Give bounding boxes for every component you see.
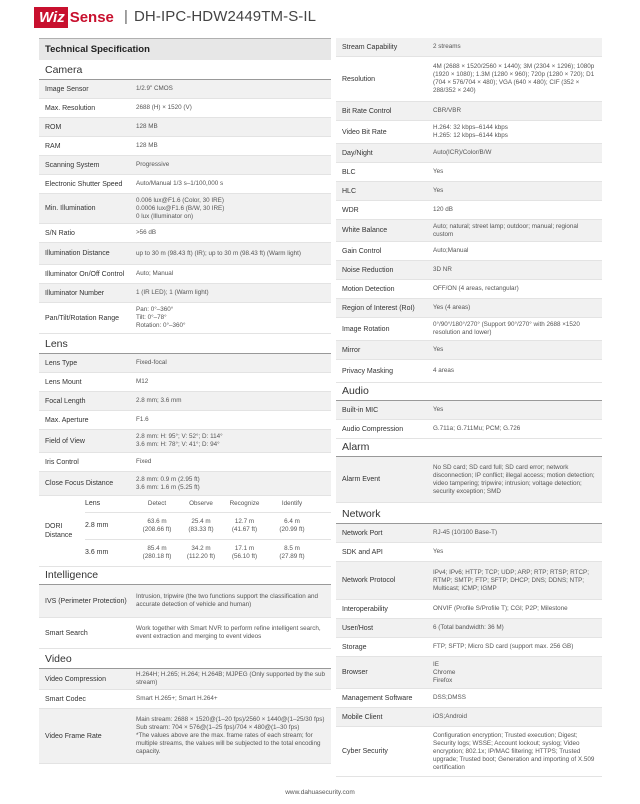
spec-value: 128 MB [136,123,158,130]
spec-row [336,163,602,182]
header [0,0,640,34]
spec-title: Technical Specification [39,38,331,60]
dori-header-detect: Detect [147,500,167,507]
dori-header-lens: Lens [85,500,101,507]
spec-label: Stream Capability [342,43,398,51]
title-separator: | [124,8,128,25]
spec-value: 0°/90°/180°/270° (Support 90°/270° with 2688 ×1520 resolution and lower) [433,321,580,336]
spec-label: Video Bit Rate [342,128,387,136]
spec-label: Bit Rate Control [342,107,392,115]
spec-label: Mobile Client [342,713,383,721]
spec-row [39,709,331,764]
dori-recognize: 17.1 m (56.10 ft) [231,545,258,560]
spec-row [39,175,331,194]
spec-label: Browser [342,669,368,676]
spec-row [39,585,331,618]
dori-header-identify: Identify [281,500,303,507]
spec-value: F1.6 [136,416,149,423]
spec-label: Network Port [342,529,383,537]
spec-row [336,38,602,57]
spec-label: Smart Codec [45,695,86,703]
spec-label: Image Rotation [342,325,390,333]
spec-label: Field of View [45,437,85,445]
spec-row [336,401,602,420]
spec-row [39,373,331,392]
spec-row [336,457,602,503]
spec-row [336,220,602,242]
spec-row [39,80,331,99]
spec-row [336,341,602,360]
dori-row [85,540,331,566]
spec-value: IE Chrome Firefox [433,660,456,684]
spec-value: Yes (4 areas) [433,304,471,311]
spec-label: Alarm Event [342,476,381,483]
spec-row [39,453,331,472]
spec-label: Video Compression [45,675,106,683]
spec-value: Yes [433,406,444,413]
spec-label: Mirror [342,346,361,354]
spec-label: Close Focus Distance [45,480,114,487]
spec-label: ROM [45,123,62,131]
spec-label: Lens Type [45,359,78,367]
spec-row [39,411,331,430]
alarm-table [336,457,602,503]
spec-value: OFF/ON (4 areas, rectangular) [433,285,519,292]
spec-value: Progressive [136,161,170,168]
spec-label: Audio Compression [342,425,404,433]
spec-row [336,261,602,280]
dori-observe: 34.2 m (112.20 ft) [186,545,216,560]
dori-header-recognize: Recognize [229,500,260,507]
spec-value: Configuration encryption; Trusted execution; Digest; Security logs; WSSE; Account lockout; syslog; Video encryption; 802.1x; IP/MAC filtering; HTTPS; Trusted upgrade; Trusted boot; Generation and importing of X.509 certification [433,731,595,771]
spec-label: SDK and API [342,548,383,556]
section-network: Network [336,503,602,524]
spec-value: Work together with Smart NVR to perform refine intelligent search, event extraction and merging to event videos [136,625,321,640]
spec-value: CBR/VBR [433,107,461,114]
spec-row [336,657,602,689]
spec-value: Auto/Manual 1/3 s–1/100,000 s [136,180,224,187]
spec-label: Motion Detection [342,285,395,293]
section-video: Video [39,649,331,669]
spec-value: Smart H.265+; Smart H.264+ [136,695,218,702]
network-table [336,524,602,777]
spec-row [39,690,331,709]
section-camera: Camera [39,60,331,80]
spec-row [39,303,331,334]
spec-row [336,689,602,708]
spec-value: 3D NR [433,266,452,273]
spec-label: Max. Aperture [45,416,89,424]
section-audio: Audio [336,383,602,401]
spec-label: WDR [342,206,359,214]
dori-table [39,496,331,567]
right-column [336,38,602,777]
spec-row [39,392,331,411]
spec-row [336,619,602,638]
spec-label: Region of Interest (RoI) [342,304,415,312]
spec-label: Video Frame Rate [45,732,102,740]
spec-row [39,224,331,243]
spec-row [336,600,602,619]
footer-url: www.dahuasecurity.com [285,789,355,796]
spec-row [336,299,602,318]
spec-value: H.264: 32 kbps–6144 kbps H.265: 12 kbps–6144 kbps [433,124,508,139]
camera-table [39,80,331,334]
dori-row [85,513,331,540]
brand-logo [34,7,114,28]
section-alarm: Alarm [336,439,602,457]
spec-value: ONVIF (Profile S/Profile T); CGI; P2P; Milestone [433,605,568,612]
spec-value: 4 areas [433,367,455,374]
spec-value: iOS;Android [433,713,467,720]
spec-row [39,669,331,690]
spec-row [39,194,331,224]
dori-recognize: 12.7 m (41.67 ft) [231,518,258,533]
spec-label: Lens Mount [45,378,82,386]
dori-lens: 3.6 mm [85,549,109,556]
spec-value: Intrusion, tripwire (the two functions support the classification and accurate detection of vehicle and human) [136,593,319,608]
spec-value: Fixed [136,458,152,465]
spec-label: Smart Search [45,629,88,637]
spec-row [336,182,602,201]
video-table [39,669,331,764]
spec-label: Management Software [342,694,413,702]
spec-label: BLC [342,168,356,176]
spec-row [336,201,602,220]
section-lens: Lens [39,334,331,354]
spec-row [336,318,602,341]
spec-value: IPv4; IPv6; HTTP; TCP; UDP; ARP; RTP; RTSP; RTCP; RTMP; SMTP; FTP; SFTP; DHCP; DNS; DDNS; NTP; Multicast; ICMP; IGMP [433,568,589,592]
spec-label: Resolution [342,75,376,83]
spec-label: Pan/Tilt/Rotation Range [45,314,120,322]
spec-label: Cyber Security [342,748,388,755]
spec-value: Yes [433,346,444,353]
spec-label: S/N Ratio [45,229,75,237]
spec-value: Yes [433,187,444,194]
spec-value: H.264H; H.265; H.264; H.264B; MJPEG (Only supported by the sub stream) [136,671,326,686]
spec-value: Pan: 0°–360° Tilt: 0°–78° Rotation: 0°–360° [136,306,186,329]
spec-row [39,265,331,284]
spec-value: Auto;Manual [433,247,469,254]
spec-label: Network Protocol [342,577,396,584]
model-text: DH-IPC-HDW2449TM-S-IL [134,8,317,25]
spec-label: Gain Control [342,247,382,255]
spec-value: No SD card; SD card full; SD card error; network disconnection; IP conflict; illegal access; motion detection; video tampering; tripwire; intrusion; voltage detection; security exception; SMD [433,463,595,495]
spec-row [39,137,331,156]
dori-header-observe: Observe [189,500,213,507]
spec-label: Focal Length [45,397,86,405]
logo-sense: Sense [69,9,114,26]
spec-row [336,708,602,727]
spec-label: Illuminator On/Off Control [45,270,125,278]
spec-value: 2.8 mm: 0.9 m (2.95 ft) 3.6 mm: 1.6 m (5.25 ft) [136,475,200,491]
spec-row [39,99,331,118]
spec-row [336,543,602,562]
spec-value: 120 dB [433,206,453,213]
spec-label: Interoperability [342,605,388,613]
lens-table [39,354,331,496]
spec-row [336,121,602,144]
spec-label: Noise Reduction [342,266,394,274]
spec-value: 2.8 mm: H: 95°; V: 52°; D: 114° 3.6 mm: H: 78°; V: 41°; D: 94° [136,433,223,448]
spec-value: 128 MB [136,142,158,149]
spec-row [336,144,602,163]
spec-value: Auto; Manual [136,270,174,277]
spec-label: Privacy Masking [342,367,393,375]
spec-row [39,354,331,373]
spec-value: 1 (IR LED); 1 (Warm light) [136,289,209,296]
dori-identify: 8.5 m (27.89 ft) [279,545,305,560]
dori-detect: 85.4 m (280.18 ft) [142,545,172,560]
spec-row [336,102,602,121]
dori-lens: 2.8 mm [85,522,109,529]
spec-value: 0.006 lux@F1.6 (Color, 30 IRE) 0.0006 lux@F1.6 (B/W, 30 IRE) 0 lux (Illuminator on) [136,196,225,220]
spec-row [39,156,331,175]
spec-row [336,57,602,102]
spec-row [336,280,602,299]
logo-wiz: Wiz [34,7,68,28]
spec-value: 6 (Total bandwidth: 36 M) [433,624,504,631]
spec-value: 2 streams [433,43,461,50]
spec-label: Built-in MIC [342,406,379,414]
spec-row [336,524,602,543]
spec-value: 1/2.9" CMOS [136,85,173,92]
spec-value: M12 [136,378,149,385]
left-column [39,38,331,764]
dori-label: DORI Distance [45,523,73,539]
spec-row [336,562,602,600]
spec-value: Main stream: 2688 × 1520@(1–20 fps)/2560 × 1440@(1–25/30 fps) Sub stream: 704 × 576@(1–25 fps)/704 × 480@(1–30 fps) *The values above are the max. frame rates of each stream; for multiple streams, the values will be subjected to the total encoding capacity. [136,716,325,755]
dori-identify: 6.4 m (20.99 ft) [279,518,305,533]
spec-row [39,430,331,453]
spec-value: Yes [433,168,444,175]
spec-value: G.711a; G.711Mu; PCM; G.726 [433,425,521,432]
spec-value: >56 dB [136,229,157,236]
dori-detect: 63.6 m (208.66 ft) [142,518,172,533]
spec-label: Illumination Distance [45,250,110,257]
spec-value: 2.8 mm; 3.6 mm [136,397,182,404]
spec-value: up to 30 m (98.43 ft) (IR); up to 30 m (98.43 ft) (Warm light) [136,249,301,257]
spec-row [336,638,602,657]
spec-label: Max. Resolution [45,104,96,112]
spec-value: Fixed-focal [136,359,167,366]
spec-label: Illuminator Number [45,289,105,297]
spec-value: DSS;DMSS [433,694,466,701]
spec-label: Electronic Shutter Speed [45,180,123,188]
spec-value: 2688 (H) × 1520 (V) [136,104,192,111]
spec-value: Auto(ICR)/Color/B/W [433,149,492,156]
spec-row [39,284,331,303]
spec-value: FTP; SFTP; Micro SD card (support max. 256 GB) [433,643,574,650]
spec-label: Storage [342,643,367,651]
spec-value: Yes [433,548,444,555]
dori-observe: 25.4 m (83.33 ft) [188,518,214,533]
spec-value: 4M (2688 × 1520/2560 × 1440); 3M (2304 × 1296); 1080p (1920 × 1080); 1.3M (1280 × 960); 720p (1280 × 720); D1 (704 × 576/704 × 480); VGA (640 × 480); CIF (352 × 288/352 × 240) [433,63,595,94]
spec-label: Image Sensor [45,85,89,93]
spec-label: User/Host [342,624,374,632]
spec-label: White Balance [342,227,388,234]
spec-label: Min. Illumination [45,205,96,212]
spec-row [39,618,331,649]
spec-row [39,118,331,137]
spec-row [39,472,331,496]
spec-row [336,727,602,777]
dori-grid [85,496,331,566]
intelligence-table [39,585,331,649]
video-continued-table [336,38,602,383]
spec-label: Iris Control [45,458,79,466]
spec-label: HLC [342,187,357,195]
audio-table [336,401,602,439]
model-number [124,6,316,27]
spec-row [336,420,602,439]
spec-value: Auto; natural; street lamp; outdoor; manual; regional custom [433,222,579,238]
spec-value: RJ-45 (10/100 Base-T) [433,529,498,536]
spec-row [39,243,331,265]
dori-header-row [85,496,331,513]
spec-row [336,242,602,261]
section-intelligence: Intelligence [39,567,331,585]
spec-row [336,360,602,383]
spec-label: IVS (Perimeter Protection) [45,597,127,605]
spec-label: RAM [45,142,61,150]
spec-label: Scanning System [45,161,100,169]
spec-label: Day/Night [342,149,373,157]
